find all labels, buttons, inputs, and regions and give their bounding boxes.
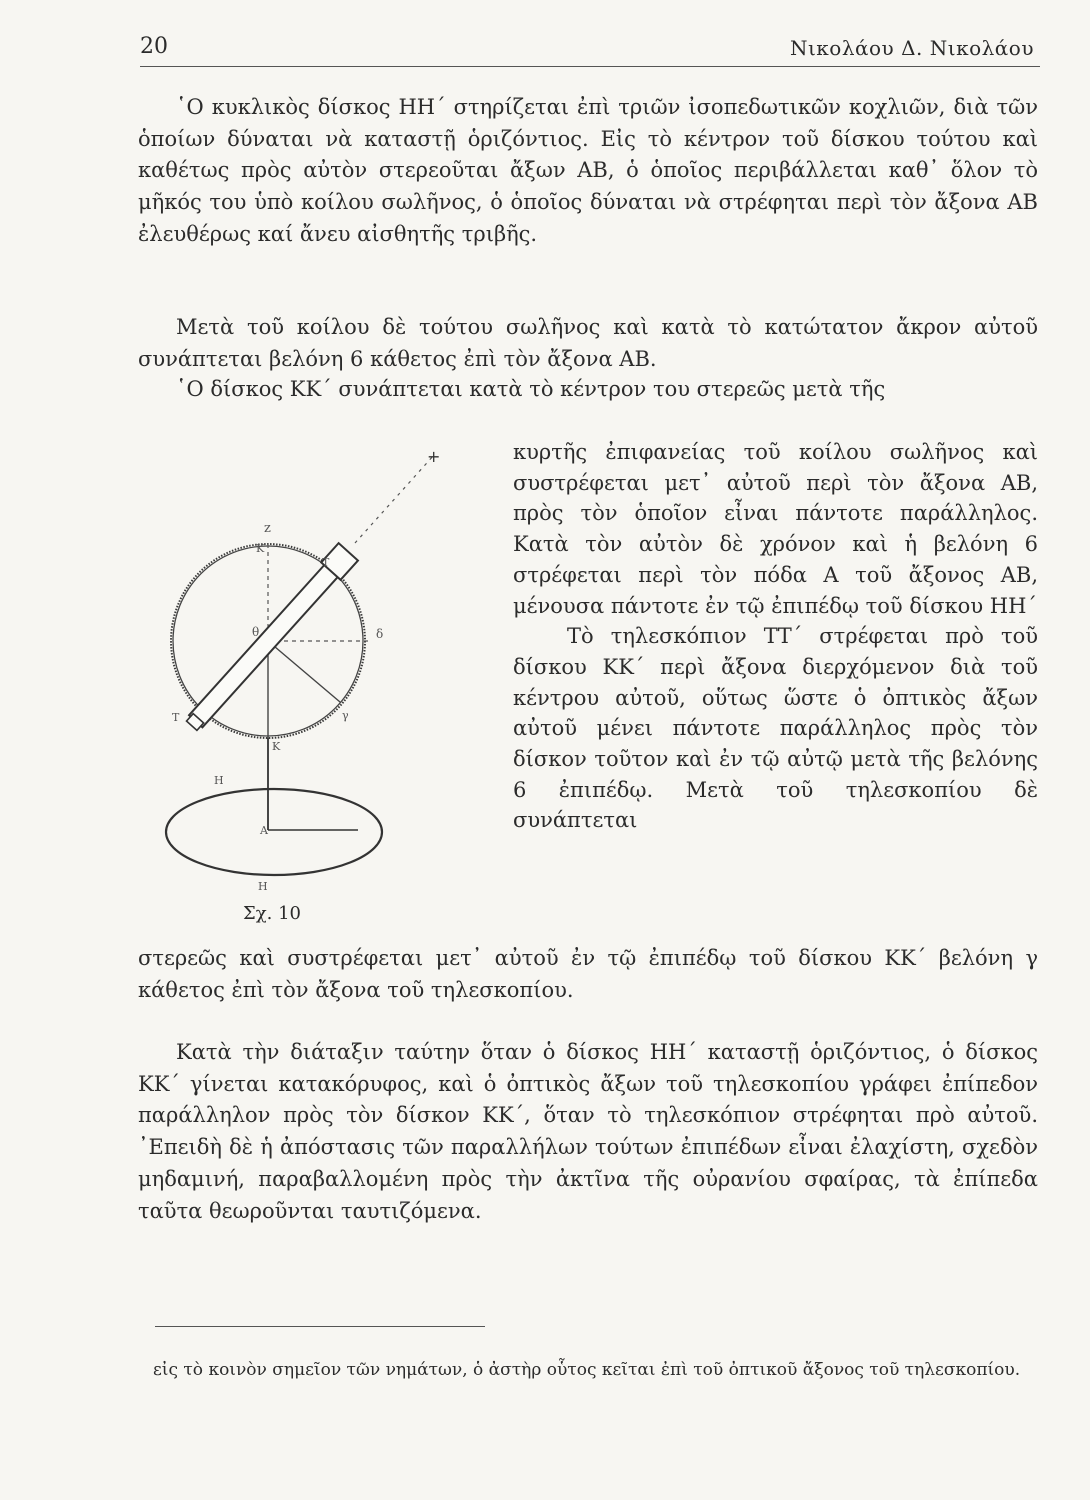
paragraph-4-wrapped: Τὸ τηλεσκόπιον ΤΤ΄ στρέφεται πρὸ τοῦ δίσκου ΚΚ΄ περὶ ἄξονα διερχόμενον διὰ τοῦ κέντρου αὐτοῦ, οὕτως ὥστε ὁ ὀπτικὸς ἄξων αὐτοῦ μένει πάντοτε παράλληλος πρὸς τὸν δίσκον τοῦτον καὶ ἐν τῷ αὐτῷ μετὰ τῆς βελόνης 6 ἐπιπέδῳ. Μετὰ τοῦ τηλεσκοπίου δὲ συνάπτεται: [513, 624, 1038, 833]
figure-10: [150, 440, 510, 940]
disk-hh-ellipse: [166, 789, 382, 875]
label-a: Α: [260, 824, 268, 837]
paragraph-1: ῾Ο κυκλικὸς δίσκος ΗΗ΄ στηρίζεται ἐπὶ τριῶν ἰσοπεδωτικῶν κοχλιῶν, διὰ τῶν ὁποίων δύναται νὰ καταστῇ ὁριζόντιος. Εἰς τὸ κέντρον τοῦ δίσκου τούτου καὶ καθέτως πρὸς αὐτὸν στερεοῦται ἄξων ΑΒ, ὁ ὁποῖος περιβάλλεται καθ᾽ ὅλον τὸ μῆκός του ὑπὸ κοίλου σωλῆνος, ὁ ὁποῖος δύναται νὰ στρέφηται περὶ τὸν ἄξονα ΑΒ ἐλευθέρως καί ἄνευ αἰσθητῆς τριβῆς.: [138, 95, 1038, 246]
page-number: 20: [140, 34, 168, 59]
label-h-bottom: Η: [258, 880, 268, 893]
page-header: [140, 34, 1040, 67]
paragraph-6: Κατὰ τὴν διάταξιν ταύτην ὅταν ὁ δίσκος ΗΗ΄ καταστῇ ὁριζόντιος, ὁ δίσκος ΚΚ΄ γίνεται κατακόρυφος, καὶ ὁ ὀπτικὸς ἄξων τοῦ τηλεσκοπίου γράφει ἐπίπεδον παράλληλον πρὸς τὸν δίσκον ΚΚ΄, ὅταν τὸ τηλεσκόπιον στρέφηται πρὸ αὐτοῦ. ᾿Επειδὴ δὲ ἡ ἀπόστασις τῶν παραλλήλων τούτων ἐπιπέδων εἶναι ἐλαχίστη, σχεδὸν μηδαμινή, παραβαλλομένη πρὸς τὴν ἀκτῖνα τῆς οὐρανίου σφαίρας, τὰ ἐπίπεδα ταῦτα θεωροῦνται ταυτιζόμενα.: [138, 1040, 1038, 1223]
paragraph-3-intro: ῾Ο δίσκος ΚΚ΄ συνάπτεται κατὰ τὸ κέντρον του στερεῶς μετὰ τῆς: [176, 377, 886, 401]
label-k-top: Κ: [256, 542, 265, 555]
label-gamma: γ: [342, 709, 349, 722]
paragraph-2: Μετὰ τοῦ κοίλου δὲ τούτου σωλῆνος καὶ κατὰ τὸ κατώτατον ἄκρον αὐτοῦ συνάπτεται βελόνη 6 κάθετος ἐπὶ τὸν ἄξονα ΑΒ.: [138, 315, 1038, 371]
footnote-rule: [155, 1326, 485, 1327]
label-t-top: Τ: [322, 556, 330, 569]
label-k-bottom: Κ: [272, 740, 281, 753]
paragraph-3-wrapped: κυρτῆς ἐπιφανείας τοῦ κοίλου σωλῆνος καὶ συστρέφεται μετ᾽ αὐτοῦ περὶ τὸν ἄξονα ΑΒ, πρὸς τὸν ὁποῖον εἶναι πάντοτε παράλληλος. Κατὰ τὸν αὐτὸν δὲ χρόνον καὶ ἡ βελόνη 6 στρέφεται περὶ τὸν πόδα Α τοῦ ἄξονος ΑΒ, μένουσα πάντοτε ἐν τῷ ἐπιπέδῳ τοῦ δίσκου ΗΗ΄: [513, 440, 1038, 618]
label-h-top: Η: [214, 774, 224, 787]
sight-line: [355, 455, 434, 543]
paragraph-5: στερεῶς καὶ συστρέφεται μετ᾽ αὐτοῦ ἐν τῷ ἐπιπέδῳ τοῦ δίσκου ΚΚ΄ βελόνη γ κάθετος ἐπὶ τὸν ἄξονα τοῦ τηλεσκοπίου.: [138, 946, 1038, 1002]
label-delta: δ: [376, 627, 384, 641]
figure-caption: Σχ. 10: [243, 903, 301, 924]
star-marker: +: [427, 447, 441, 466]
footnote: εἰς τὸ κοινὸν σημεῖον τῶν νημάτων, ὁ ἀστὴρ οὗτος κεῖται ἐπὶ τοῦ ὀπτικοῦ ἄξονος τοῦ τηλεσκοπίου.: [153, 1360, 1021, 1380]
telescope-tt: [182, 543, 358, 734]
label-t-left: Τ: [172, 711, 180, 724]
label-theta: θ: [252, 625, 260, 639]
wrapped-text-column: [513, 437, 1038, 836]
instrument-diagram: [150, 440, 510, 940]
label-z: z: [264, 521, 271, 536]
radius-needle-gamma: [268, 641, 340, 702]
running-head: Νικολάου Δ. Νικολάου: [789, 36, 1034, 60]
